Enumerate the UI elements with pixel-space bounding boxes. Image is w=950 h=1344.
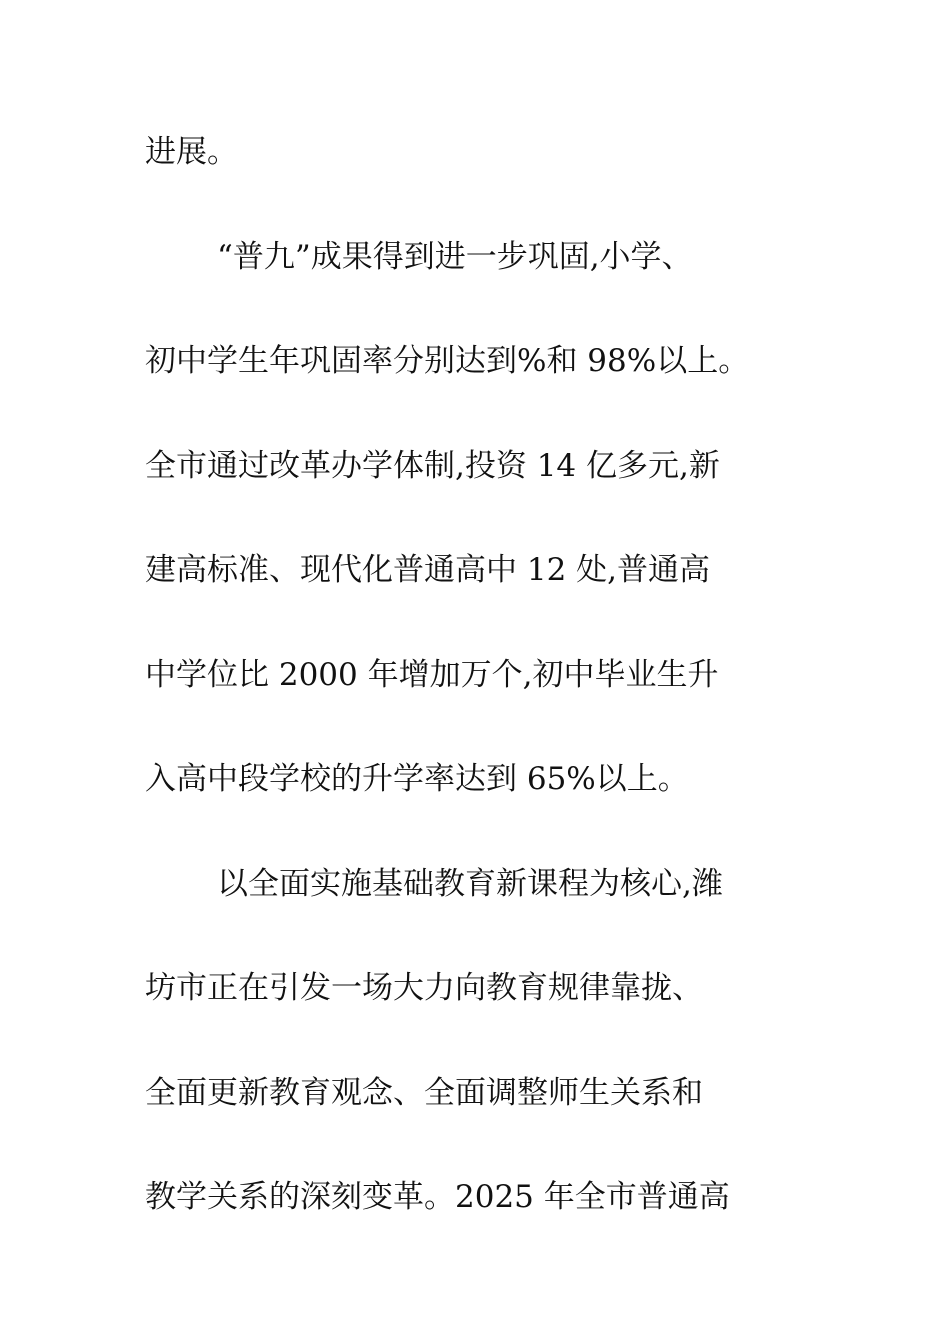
paragraph-line: 进展。	[145, 134, 238, 170]
paragraph-line: 中学位比 2000 年增加万个,初中毕业生升	[145, 656, 719, 693]
paragraph-line: 以全面实施基础教育新课程为核心,潍	[217, 865, 723, 902]
paragraph-line: 全市通过改革办学体制,投资 14 亿多元,新	[145, 447, 720, 484]
paragraph-line: 坊市正在引发一场大力向教育规律靠拢、	[145, 970, 703, 1006]
paragraph-line: 初中学生年巩固率分别达到%和 98%以上。	[145, 343, 750, 379]
paragraph-line: “普九”成果得到进一步巩固,小学、	[217, 238, 693, 275]
paragraph-line: 入高中段学校的升学率达到 65%以上。	[145, 761, 689, 797]
paragraph-line: 建高标准、现代化普通高中 12 处,普通高	[145, 552, 711, 588]
document-body	[145, 126, 805, 1276]
paragraph-line: 全面更新教育观念、全面调整师生关系和	[145, 1074, 703, 1111]
paragraph-line: 教学关系的深刻变革。2025 年全市普通高	[145, 1179, 730, 1215]
